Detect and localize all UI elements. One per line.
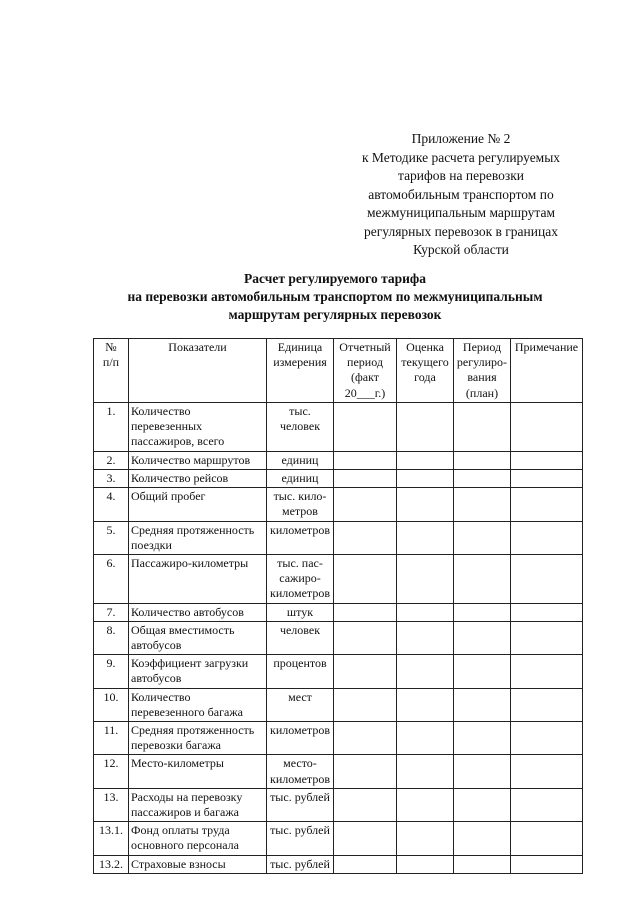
- estimate-cell: [397, 822, 454, 855]
- table-row: [94, 603, 583, 621]
- appendix-line: регулярных перевозок в границах: [364, 223, 558, 239]
- cell-line: пассажиров, всего: [131, 434, 225, 449]
- cell-line: поездки: [131, 537, 172, 552]
- reported-cell: [334, 722, 397, 755]
- appendix-block: [330, 130, 592, 260]
- estimate-cell: [397, 488, 454, 521]
- cell-line: единиц: [281, 452, 319, 467]
- note-cell: [511, 755, 583, 788]
- plan-cell: [454, 470, 511, 488]
- cell-line: Место-километры: [131, 756, 224, 771]
- indicator-cell: [129, 488, 267, 521]
- cell-line: года: [414, 370, 436, 385]
- table-row: [94, 521, 583, 554]
- header-num: [94, 339, 129, 403]
- indicator-cell: [129, 470, 267, 488]
- unit-cell: [267, 621, 334, 654]
- row-number: 3.: [94, 470, 129, 488]
- row-number: 8.: [94, 621, 129, 654]
- indicator-cell: [129, 402, 267, 451]
- row-number: 10.: [94, 688, 129, 721]
- reported-cell: [334, 603, 397, 621]
- note-cell: [511, 788, 583, 821]
- estimate-cell: [397, 688, 454, 721]
- note-cell: [511, 470, 583, 488]
- unit-cell: [267, 555, 334, 604]
- cell-line: Средняя протяженность: [131, 723, 255, 738]
- cell-line: Период: [462, 340, 502, 354]
- reported-cell: [334, 555, 397, 604]
- cell-line: тыс. пас-: [277, 556, 323, 571]
- estimate-cell: [397, 521, 454, 554]
- cell-line: процентов: [273, 656, 327, 671]
- table-row: [94, 788, 583, 821]
- estimate-cell: [397, 402, 454, 451]
- cell-line: перевезенного багажа: [131, 704, 243, 719]
- table-row: [94, 488, 583, 521]
- plan-cell: [454, 488, 511, 521]
- estimate-cell: [397, 655, 454, 688]
- header-note: [511, 339, 583, 403]
- plan-cell: [454, 722, 511, 755]
- note-cell: [511, 722, 583, 755]
- note-cell: [511, 621, 583, 654]
- cell-line: Фонд оплаты труда: [131, 823, 230, 838]
- cell-line: тыс. рублей: [270, 789, 330, 804]
- unit-cell: [267, 488, 334, 521]
- header-unit: [267, 339, 334, 403]
- cell-line: Пассажиро-километры: [131, 556, 249, 571]
- note-cell: [511, 488, 583, 521]
- cell-line: перевозки багажа: [131, 738, 221, 753]
- cell-line: человек: [279, 419, 321, 434]
- reported-cell: [334, 855, 397, 873]
- cell-line: Общая вместимость: [131, 622, 235, 637]
- indicator-cell: [129, 788, 267, 821]
- row-number: 12.: [94, 755, 129, 788]
- indicator-cell: [129, 621, 267, 654]
- cell-line: п/п: [102, 355, 120, 370]
- cell-line: Оценка: [406, 340, 444, 354]
- note-cell: [511, 603, 583, 621]
- reported-cell: [334, 822, 397, 855]
- cell-line: период: [347, 355, 383, 370]
- document-title: [60, 270, 610, 324]
- cell-line: Единица: [277, 340, 323, 354]
- cell-line: автобусов: [131, 671, 182, 686]
- estimate-cell: [397, 603, 454, 621]
- note-cell: [511, 822, 583, 855]
- cell-line: Примечание: [514, 340, 579, 354]
- appendix-line: межмуниципальным маршрутам: [366, 205, 555, 220]
- indicator-cell: [129, 755, 267, 788]
- table-row: [94, 855, 583, 873]
- estimate-cell: [397, 470, 454, 488]
- cell-line: Коэффициент загрузки: [131, 656, 249, 671]
- cell-line: основного персонала: [131, 838, 239, 853]
- cell-line: Количество: [131, 403, 191, 418]
- plan-cell: [454, 788, 511, 821]
- cell-line: Расходы на перевозку: [131, 789, 243, 804]
- cell-line: штук: [286, 604, 314, 619]
- row-number: 2.: [94, 451, 129, 469]
- table-row: [94, 621, 583, 654]
- reported-cell: [334, 788, 397, 821]
- plan-cell: [454, 822, 511, 855]
- cell-line: регулиро-: [456, 355, 508, 370]
- reported-cell: [334, 688, 397, 721]
- note-cell: [511, 521, 583, 554]
- unit-cell: [267, 688, 334, 721]
- reported-cell: [334, 402, 397, 451]
- row-number: 1.: [94, 402, 129, 451]
- cell-line: сажиро-: [279, 571, 321, 586]
- row-number: 9.: [94, 655, 129, 688]
- cell-line: человек: [279, 622, 321, 637]
- cell-line: тыс. кило-: [273, 489, 327, 504]
- table-body: [94, 402, 583, 873]
- indicator-cell: [129, 855, 267, 873]
- unit-cell: [267, 822, 334, 855]
- header-plan: [454, 339, 511, 403]
- cell-line: Показатели: [168, 340, 227, 354]
- cell-line: (план): [465, 385, 499, 400]
- indicator-cell: [129, 722, 267, 755]
- indicator-cell: [129, 603, 267, 621]
- cell-line: километров: [270, 723, 330, 738]
- table-row: [94, 722, 583, 755]
- estimate-cell: [397, 788, 454, 821]
- cell-line: единиц: [281, 471, 319, 486]
- unit-cell: [267, 788, 334, 821]
- tariff-table: [93, 338, 583, 874]
- reported-cell: [334, 521, 397, 554]
- unit-cell: [267, 402, 334, 451]
- reported-cell: [334, 755, 397, 788]
- estimate-cell: [397, 722, 454, 755]
- table-row: [94, 555, 583, 604]
- header-indicator: [129, 339, 267, 403]
- plan-cell: [454, 621, 511, 654]
- cell-line: (факт: [350, 370, 379, 385]
- cell-line: Общий пробег: [131, 489, 206, 504]
- unit-cell: [267, 855, 334, 873]
- cell-line: измерения: [273, 355, 327, 370]
- appendix-line: Курской области: [413, 242, 509, 257]
- appendix-line: автомобильным транспортом по: [368, 186, 554, 202]
- cell-line: Страховые взносы: [131, 856, 226, 871]
- header-estimate: [397, 339, 454, 403]
- table-header-row: [94, 339, 583, 403]
- cell-line: 20___г.): [344, 385, 386, 400]
- appendix-line: к Методике расчета регулируемых: [361, 149, 561, 165]
- cell-line: мест: [288, 689, 312, 704]
- cell-line: Количество автобусов: [131, 604, 244, 619]
- cell-line: вания: [467, 370, 497, 385]
- appendix-line: Приложение № 2: [411, 131, 511, 146]
- note-cell: [511, 655, 583, 688]
- note-cell: [511, 402, 583, 451]
- estimate-cell: [397, 855, 454, 873]
- plan-cell: [454, 603, 511, 621]
- cell-line: место-: [283, 756, 317, 771]
- cell-line: Отчетный: [339, 340, 391, 354]
- estimate-cell: [397, 621, 454, 654]
- plan-cell: [454, 688, 511, 721]
- note-cell: [511, 855, 583, 873]
- unit-cell: [267, 655, 334, 688]
- reported-cell: [334, 621, 397, 654]
- row-number: 6.: [94, 555, 129, 604]
- cell-line: Средняя протяженность: [131, 522, 255, 537]
- unit-cell: [267, 521, 334, 554]
- table-row: [94, 655, 583, 688]
- unit-cell: [267, 470, 334, 488]
- title-line: на перевозки автомобильным транспортом по межмуниципальным: [127, 289, 543, 304]
- indicator-cell: [129, 822, 267, 855]
- cell-line: километров: [270, 522, 330, 537]
- row-number: 7.: [94, 603, 129, 621]
- table-row: [94, 688, 583, 721]
- plan-cell: [454, 451, 511, 469]
- unit-cell: [267, 603, 334, 621]
- header-reported: [334, 339, 397, 403]
- reported-cell: [334, 470, 397, 488]
- title-line: маршрутам регулярных перевозок: [228, 307, 442, 322]
- row-number: 13.: [94, 788, 129, 821]
- plan-cell: [454, 555, 511, 604]
- cell-line: тыс.: [289, 403, 311, 418]
- cell-line: перевезенных: [131, 419, 203, 434]
- reported-cell: [334, 488, 397, 521]
- cell-line: Количество: [131, 689, 191, 704]
- cell-line: Количество маршрутов: [131, 452, 251, 467]
- row-number: 13.2.: [94, 855, 129, 873]
- row-number: 11.: [94, 722, 129, 755]
- plan-cell: [454, 655, 511, 688]
- row-number: 13.1.: [94, 822, 129, 855]
- unit-cell: [267, 755, 334, 788]
- indicator-cell: [129, 555, 267, 604]
- estimate-cell: [397, 755, 454, 788]
- unit-cell: [267, 451, 334, 469]
- cell-line: №: [105, 340, 117, 354]
- reported-cell: [334, 655, 397, 688]
- cell-line: автобусов: [131, 638, 182, 653]
- indicator-cell: [129, 451, 267, 469]
- estimate-cell: [397, 555, 454, 604]
- indicator-cell: [129, 521, 267, 554]
- note-cell: [511, 451, 583, 469]
- cell-line: километров: [270, 586, 330, 601]
- table-row: [94, 451, 583, 469]
- plan-cell: [454, 855, 511, 873]
- indicator-cell: [129, 688, 267, 721]
- unit-cell: [267, 722, 334, 755]
- note-cell: [511, 688, 583, 721]
- plan-cell: [454, 402, 511, 451]
- cell-line: километров: [270, 771, 330, 786]
- title-line: Расчет регулируемого тарифа: [244, 271, 426, 286]
- cell-line: метров: [282, 504, 318, 519]
- note-cell: [511, 555, 583, 604]
- cell-line: пассажиров и багажа: [131, 805, 239, 820]
- appendix-line: тарифов на перевозки: [398, 168, 524, 183]
- table-row: [94, 402, 583, 451]
- row-number: 4.: [94, 488, 129, 521]
- reported-cell: [334, 451, 397, 469]
- estimate-cell: [397, 451, 454, 469]
- cell-line: текущего: [401, 355, 449, 370]
- plan-cell: [454, 755, 511, 788]
- table-row: [94, 822, 583, 855]
- cell-line: тыс. рублей: [270, 823, 330, 838]
- table-row: [94, 470, 583, 488]
- indicator-cell: [129, 655, 267, 688]
- table-row: [94, 755, 583, 788]
- cell-line: тыс. рублей: [270, 856, 330, 871]
- row-number: 5.: [94, 521, 129, 554]
- plan-cell: [454, 521, 511, 554]
- cell-line: Количество рейсов: [131, 471, 229, 486]
